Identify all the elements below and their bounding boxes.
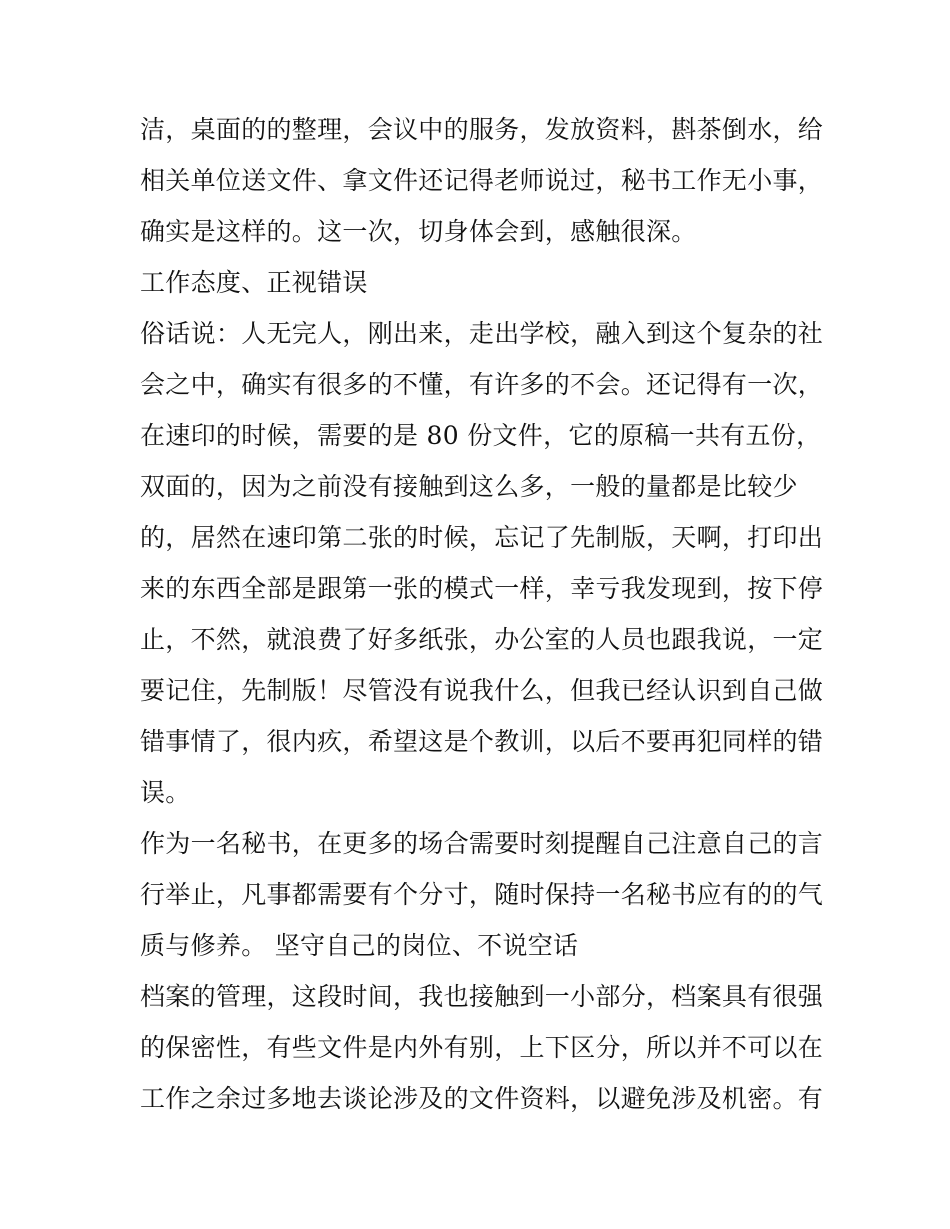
text-line: 双面的，因为之前没有接触到这么多，一般的量都是比较少	[140, 472, 798, 501]
section-heading: 工作态度、正视错误	[140, 268, 368, 297]
text-line: 相关单位送文件、拿文件还记得老师说过，秘书工作无小事，	[140, 166, 824, 195]
text-line: 确实是这样的。这一次，切身体会到，感触很深。	[140, 217, 697, 246]
text-line: 作为一名秘书，在更多的场合需要时刻提醒自己注意自己的言	[140, 829, 824, 858]
text-line: 的，居然在速印第二张的时候，忘记了先制版，天啊，打印出	[140, 523, 824, 552]
text-line: 会之中，确实有很多的不懂，有许多的不会。还记得有一次，	[140, 370, 824, 399]
document-body	[140, 104, 824, 1124]
text-line: 工作之余过多地去谈论涉及的文件资料，以避免涉及机密。有	[140, 1084, 824, 1113]
text-line: 档案的管理，这段时间，我也接触到一小部分，档案具有很强	[140, 982, 824, 1011]
text-line: 洁，桌面的的整理，会议中的服务，发放资料，斟茶倒水，给	[140, 115, 824, 144]
text-line: 要记住，先制版！尽管没有说我什么，但我已经认识到自己做	[140, 676, 824, 705]
text-line: 质与修养。 坚守自己的岗位、不说空话	[140, 931, 579, 960]
text-line: 俗话说：人无完人，刚出来，走出学校，融入到这个复杂的社	[140, 319, 824, 348]
text-line: 错事情了，很内疚，希望这是个教训，以后不要再犯同样的错	[140, 727, 824, 756]
text-line: 的保密性，有些文件是内外有别，上下区分，所以并不可以在	[140, 1033, 824, 1062]
text-line: 止，不然，就浪费了好多纸张，办公室的人员也跟我说，一定	[140, 625, 824, 654]
text-line: 在速印的时候，需要的是 80 份文件，它的原稿一共有五份，	[140, 421, 822, 450]
text-line: 误。	[140, 778, 191, 807]
text-line: 行举止，凡事都需要有个分寸，随时保持一名秘书应有的的气	[140, 880, 824, 909]
text-line: 来的东西全部是跟第一张的模式一样，幸亏我发现到，按下停	[140, 574, 824, 603]
